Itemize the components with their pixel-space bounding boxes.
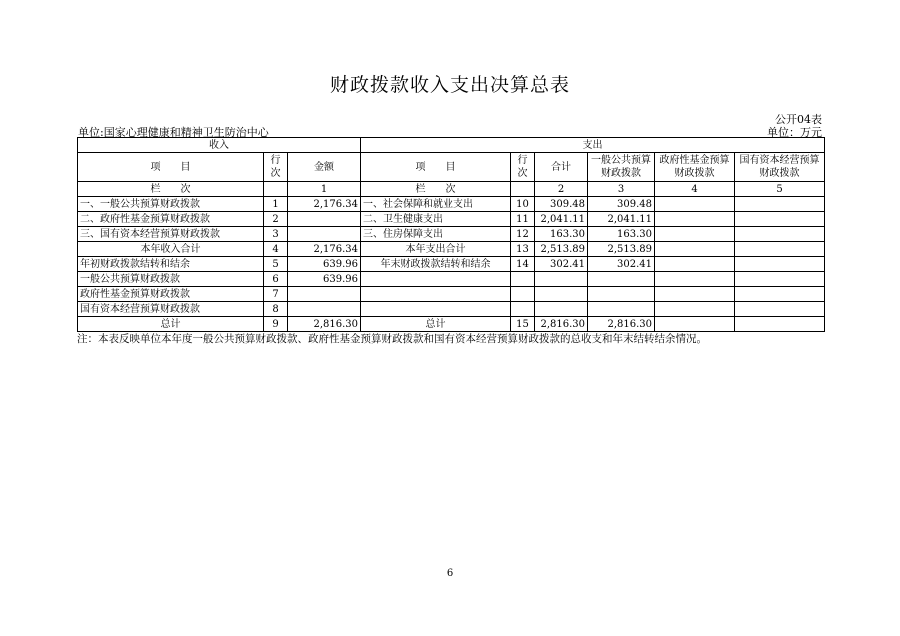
- income-item: 三、国有资本经营预算财政拨款: [78, 227, 264, 242]
- expense-fund: [655, 227, 735, 242]
- expense-item: [361, 287, 511, 302]
- column-label: 栏 次: [361, 182, 511, 197]
- expense-general: 2,041.11: [588, 212, 655, 227]
- income-item: 二、政府性基金预算财政拨款: [78, 212, 264, 227]
- table-row: [78, 257, 825, 272]
- income-item: 总计: [78, 317, 264, 332]
- expense-total: 309.48: [535, 197, 588, 212]
- expense-line: [511, 272, 535, 287]
- expense-fund: [655, 302, 735, 317]
- income-line: 2: [264, 212, 288, 227]
- income-line: 4: [264, 242, 288, 257]
- income-amount: [288, 227, 361, 242]
- income-amount: [288, 287, 361, 302]
- expense-total: 2,041.11: [535, 212, 588, 227]
- expense-item: 三、住房保障支出: [361, 227, 511, 242]
- expense-general: [588, 302, 655, 317]
- expense-capital: [735, 242, 825, 257]
- expense-item: 二、卫生健康支出: [361, 212, 511, 227]
- expense-line: [511, 302, 535, 317]
- expense-line: 12: [511, 227, 535, 242]
- expense-general: 163.30: [588, 227, 655, 242]
- page-number: 6: [446, 568, 454, 579]
- income-item: 政府性基金预算财政拨款: [78, 287, 264, 302]
- expense-general: [588, 272, 655, 287]
- expense-general: 309.48: [588, 197, 655, 212]
- header-row-1: [78, 138, 825, 153]
- income-item: 一般公共预算财政拨款: [78, 272, 264, 287]
- expense-capital: [735, 287, 825, 302]
- expense-fund: [655, 212, 735, 227]
- expense-item: [361, 302, 511, 317]
- state-capital-header: 国有资本经营预算财政拨款: [735, 153, 825, 182]
- column-number: 1: [288, 182, 361, 197]
- income-line: 3: [264, 227, 288, 242]
- table-row: [78, 242, 825, 257]
- summary-table: [77, 137, 825, 332]
- income-amount: [288, 302, 361, 317]
- expense-fund: [655, 272, 735, 287]
- income-line: 9: [264, 317, 288, 332]
- income-line-header: 行次: [264, 153, 288, 182]
- table-note: 注：本表反映单位本年度一般公共预算财政拨款、政府性基金预算财政拨款和国有资本经营预算财政拨款的总收支和年末结转结余情况。: [77, 333, 707, 345]
- column-label: 栏 次: [78, 182, 264, 197]
- expense-total: 2,816.30: [535, 317, 588, 332]
- income-amount: [288, 212, 361, 227]
- column-blank: [264, 182, 288, 197]
- income-item: 本年收入合计: [78, 242, 264, 257]
- income-amount: 2,176.34: [288, 197, 361, 212]
- column-number: 5: [735, 182, 825, 197]
- column-blank: [511, 182, 535, 197]
- expense-item: 一、社会保障和就业支出: [361, 197, 511, 212]
- expense-item: 总计: [361, 317, 511, 332]
- expense-line: 13: [511, 242, 535, 257]
- income-item: 年初财政拨款结转和结余: [78, 257, 264, 272]
- expense-line: [511, 287, 535, 302]
- expense-capital: [735, 227, 825, 242]
- expense-line: 14: [511, 257, 535, 272]
- form-number: 公开04表: [775, 113, 822, 126]
- header-row-2: [78, 153, 825, 182]
- expense-total: 2,513.89: [535, 242, 588, 257]
- income-item: 国有资本经营预算财政拨款: [78, 302, 264, 317]
- expense-fund: [655, 197, 735, 212]
- expense-fund: [655, 317, 735, 332]
- expense-item: 年末财政拨款结转和结余: [361, 257, 511, 272]
- expense-fund: [655, 257, 735, 272]
- income-header: 收入: [78, 138, 361, 153]
- income-amount: 639.96: [288, 272, 361, 287]
- income-line: 6: [264, 272, 288, 287]
- column-number: 2: [535, 182, 588, 197]
- page-title: 财政拨款收入支出决算总表: [329, 74, 570, 96]
- table-row: [78, 272, 825, 287]
- expense-general: 2,816.30: [588, 317, 655, 332]
- expense-item: [361, 272, 511, 287]
- general-budget-header: 一般公共预算财政拨款: [588, 153, 655, 182]
- table-row: [78, 197, 825, 212]
- expense-item-header: 项 目: [361, 153, 511, 182]
- currency-unit: 单位：万元: [767, 126, 822, 139]
- expense-capital: [735, 317, 825, 332]
- table-row: [78, 227, 825, 242]
- income-line: 5: [264, 257, 288, 272]
- expense-total: [535, 302, 588, 317]
- expense-line: 10: [511, 197, 535, 212]
- expense-capital: [735, 197, 825, 212]
- expense-total: 302.41: [535, 257, 588, 272]
- expense-total-header: 合计: [535, 153, 588, 182]
- expense-fund: [655, 287, 735, 302]
- expense-line-header: 行次: [511, 153, 535, 182]
- income-line: 1: [264, 197, 288, 212]
- expense-capital: [735, 272, 825, 287]
- expense-total: 163.30: [535, 227, 588, 242]
- income-amount-header: 金额: [288, 153, 361, 182]
- table-row: [78, 212, 825, 227]
- gov-fund-header: 政府性基金预算财政拨款: [655, 153, 735, 182]
- expense-total: [535, 287, 588, 302]
- column-number: 4: [655, 182, 735, 197]
- income-line: 8: [264, 302, 288, 317]
- expense-line: 11: [511, 212, 535, 227]
- income-item: 一、一般公共预算财政拨款: [78, 197, 264, 212]
- expense-capital: [735, 302, 825, 317]
- income-amount: 2,816.30: [288, 317, 361, 332]
- expense-line: 15: [511, 317, 535, 332]
- expense-header: 支出: [361, 138, 825, 153]
- expense-general: 302.41: [588, 257, 655, 272]
- expense-fund: [655, 242, 735, 257]
- expense-capital: [735, 212, 825, 227]
- expense-capital: [735, 257, 825, 272]
- expense-general: [588, 287, 655, 302]
- column-number: 3: [588, 182, 655, 197]
- income-amount: 639.96: [288, 257, 361, 272]
- income-line: 7: [264, 287, 288, 302]
- expense-item: 本年支出合计: [361, 242, 511, 257]
- expense-general: 2,513.89: [588, 242, 655, 257]
- reporting-unit: 单位:国家心理健康和精神卫生防治中心: [78, 126, 269, 139]
- column-number-row: [78, 182, 825, 197]
- table-row: [78, 302, 825, 317]
- table-row: [78, 287, 825, 302]
- expense-total: [535, 272, 588, 287]
- income-item-header: 项 目: [78, 153, 264, 182]
- income-amount: 2,176.34: [288, 242, 361, 257]
- table-row: [78, 317, 825, 332]
